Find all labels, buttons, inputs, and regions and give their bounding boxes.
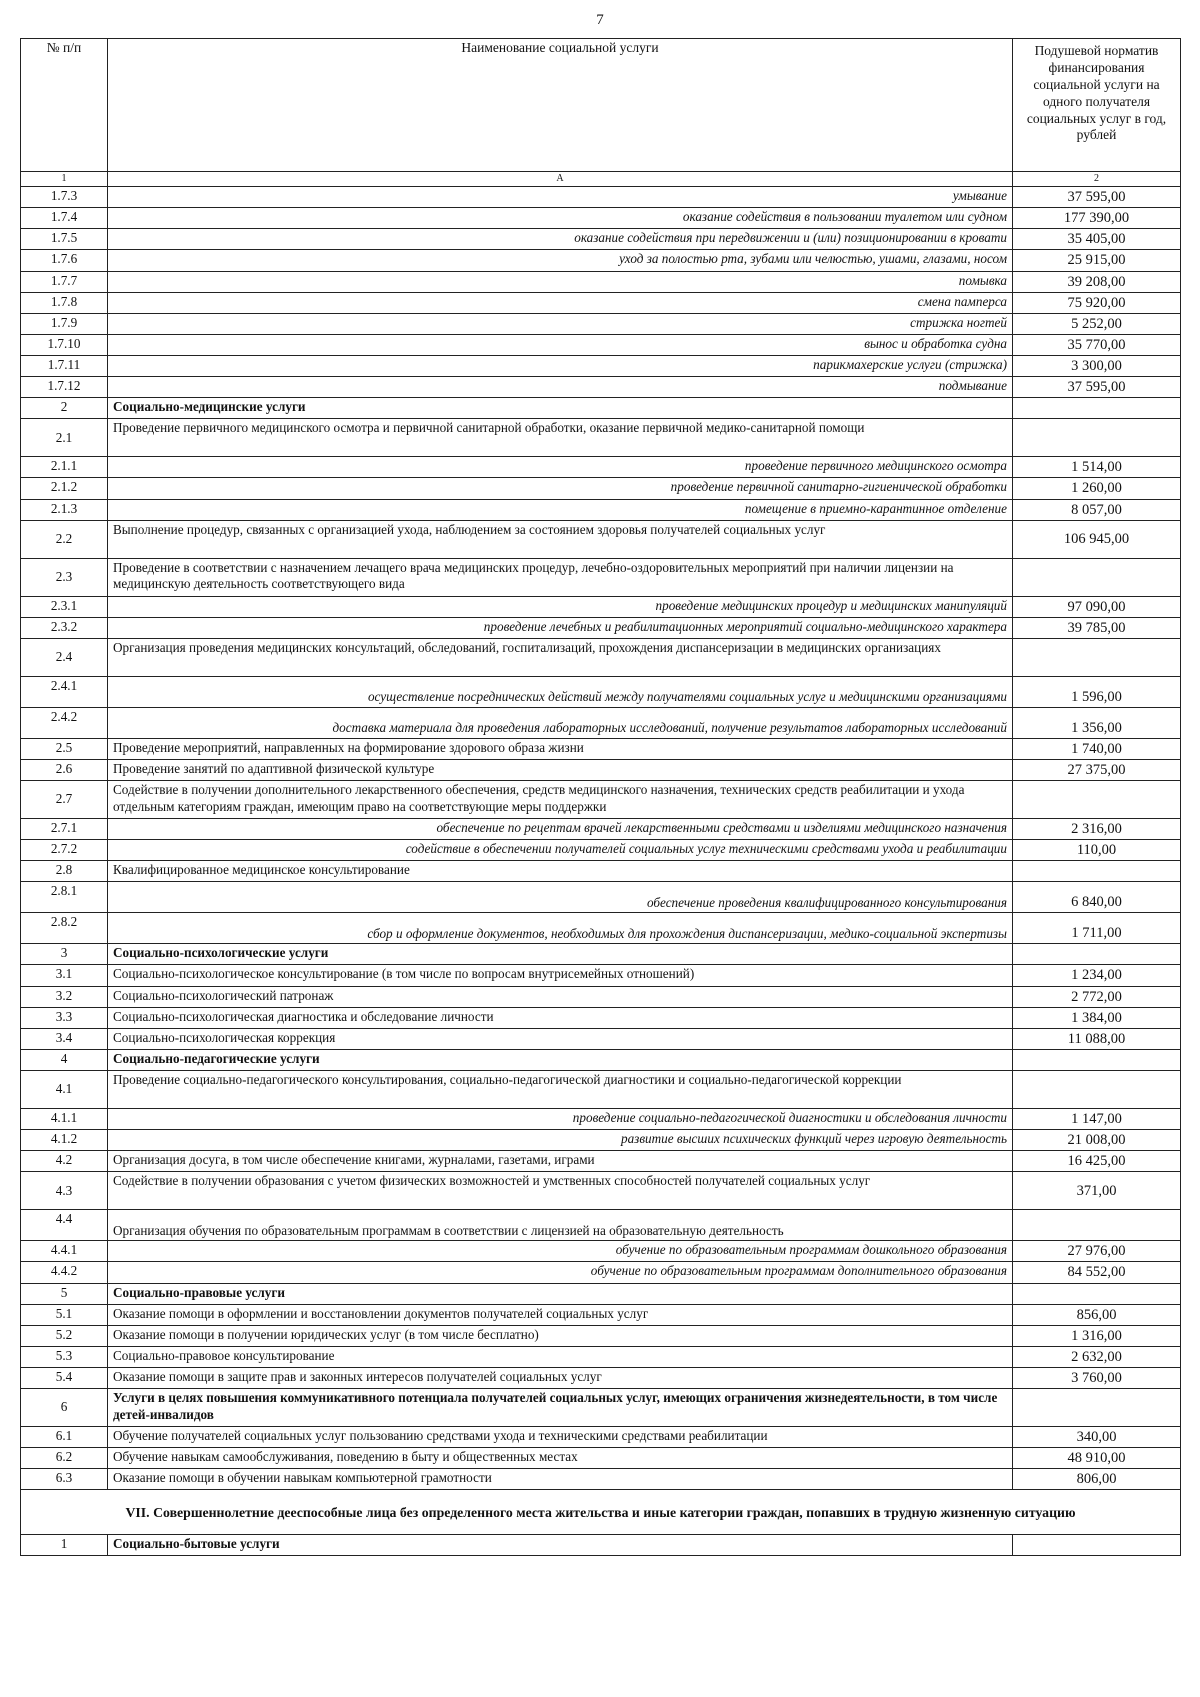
- table-row: [21, 617, 1181, 638]
- row-name: обучение по образовательным программам дошкольного образования: [108, 1241, 1013, 1262]
- row-name: вынос и обработка судна: [108, 334, 1013, 355]
- row-name: Содействие в получении образования с учетом физических возможностей и умственных способностей получателей социальных услуг: [108, 1172, 1013, 1210]
- row-name: Социально-психологический патронаж: [108, 986, 1013, 1007]
- row-value: 1 316,00: [1013, 1325, 1181, 1346]
- section-title: VII. Совершеннолетние дееспособные лица без определенного места жительства и иные категории граждан, попавших в трудную жизненную ситуацию: [21, 1490, 1181, 1535]
- row-value: 177 390,00: [1013, 208, 1181, 229]
- row-number: 3.1: [21, 965, 108, 986]
- column-index-row: [21, 172, 1181, 187]
- norms-table: [20, 38, 1181, 1556]
- row-number: 4.4.1: [21, 1241, 108, 1262]
- row-name: Социально-психологическая коррекция: [108, 1028, 1013, 1049]
- row-number: 6.3: [21, 1469, 108, 1490]
- table-row: [21, 499, 1181, 520]
- row-value: 1 740,00: [1013, 738, 1181, 759]
- table-row: [21, 313, 1181, 334]
- table-row: [21, 1262, 1181, 1283]
- header-num: № п/п: [21, 39, 108, 172]
- row-value: [1013, 781, 1181, 819]
- row-name: помывка: [108, 271, 1013, 292]
- row-value: [1013, 1210, 1181, 1241]
- row-name: содействие в обеспечении получателей социальных услуг техническими средствами ухода и реабилитации: [108, 840, 1013, 861]
- row-number: 1.7.7: [21, 271, 108, 292]
- row-value: 6 840,00: [1013, 882, 1181, 913]
- row-number: 2.7: [21, 781, 108, 819]
- row-number: 5.2: [21, 1325, 108, 1346]
- row-name: проведение социально-педагогической диагностики и обследования личности: [108, 1108, 1013, 1129]
- row-number: 2.3.1: [21, 596, 108, 617]
- row-number: 2.1.2: [21, 478, 108, 499]
- row-value: 37 595,00: [1013, 377, 1181, 398]
- row-number: 4: [21, 1049, 108, 1070]
- row-value: [1013, 944, 1181, 965]
- table-row: [21, 1049, 1181, 1070]
- row-number: 5.1: [21, 1304, 108, 1325]
- table-row: [21, 861, 1181, 882]
- row-number: 2.6: [21, 760, 108, 781]
- table-row: [21, 965, 1181, 986]
- table-row: [21, 882, 1181, 913]
- row-name: Обучение получателей социальных услуг пользованию средствами ухода и техническими средствами реабилитации: [108, 1427, 1013, 1448]
- row-name: Организация обучения по образовательным программам в соответствии с лицензией на образовательную деятельность: [108, 1210, 1013, 1241]
- row-number: 2.3.2: [21, 617, 108, 638]
- row-number: 1.7.12: [21, 377, 108, 398]
- table-row: [21, 1535, 1181, 1556]
- row-value: [1013, 558, 1181, 596]
- row-number: 2.8: [21, 861, 108, 882]
- row-value: 1 234,00: [1013, 965, 1181, 986]
- table-row: [21, 250, 1181, 271]
- row-value: 106 945,00: [1013, 520, 1181, 558]
- row-name: Организация досуга, в том числе обеспечение книгами, журналами, газетами, играми: [108, 1151, 1013, 1172]
- table-row: [21, 1367, 1181, 1388]
- row-name: Социально-медицинские услуги: [108, 398, 1013, 419]
- row-number: 2.8.2: [21, 913, 108, 944]
- row-name: помещение в приемно-карантинное отделение: [108, 499, 1013, 520]
- row-name: Социально-психологические услуги: [108, 944, 1013, 965]
- table-row: [21, 356, 1181, 377]
- table-row: [21, 819, 1181, 840]
- row-number: 2.4.1: [21, 676, 108, 707]
- table-header-row: [21, 39, 1181, 172]
- table-row: [21, 334, 1181, 355]
- row-name: Социально-правовое консультирование: [108, 1346, 1013, 1367]
- table-row: [21, 1172, 1181, 1210]
- row-name: Социально-правовые услуги: [108, 1283, 1013, 1304]
- row-name: развитие высших психических функций через игровую деятельность: [108, 1130, 1013, 1151]
- table-row: [21, 913, 1181, 944]
- row-number: 3.3: [21, 1007, 108, 1028]
- row-value: 1 384,00: [1013, 1007, 1181, 1028]
- row-number: 1.7.10: [21, 334, 108, 355]
- row-name: смена памперса: [108, 292, 1013, 313]
- row-value: 16 425,00: [1013, 1151, 1181, 1172]
- row-value: 97 090,00: [1013, 596, 1181, 617]
- row-name: Социально-психологическая диагностика и обследование личности: [108, 1007, 1013, 1028]
- row-name: Содействие в получении дополнительного лекарственного обеспечения, средств медицинского назначения, технических средств реабилитации и ухода отдельным категориям граждан, имеющим право на соответствующие меры поддержки: [108, 781, 1013, 819]
- row-name: оказание содействия при передвижении и (или) позиционировании в кровати: [108, 229, 1013, 250]
- table-row: [21, 1241, 1181, 1262]
- row-name: проведение первичной санитарно-гигиенической обработки: [108, 478, 1013, 499]
- row-name: подмывание: [108, 377, 1013, 398]
- table-row: [21, 1389, 1181, 1427]
- row-number: 6.1: [21, 1427, 108, 1448]
- row-value: 21 008,00: [1013, 1130, 1181, 1151]
- row-number: 5.4: [21, 1367, 108, 1388]
- row-name: Проведение социально-педагогического консультирования, социально-педагогической диагностики и социально-педагогической коррекции: [108, 1070, 1013, 1108]
- row-name: Квалифицированное медицинское консультирование: [108, 861, 1013, 882]
- row-name: проведение лечебных и реабилитационных мероприятий социально-медицинского характера: [108, 617, 1013, 638]
- row-name: стрижка ногтей: [108, 313, 1013, 334]
- row-name: Организация проведения медицинских консультаций, обследований, госпитализаций, прохождения диспансеризации в медицинских организациях: [108, 638, 1013, 676]
- row-value: 39 785,00: [1013, 617, 1181, 638]
- table-row: [21, 707, 1181, 738]
- row-number: 2.5: [21, 738, 108, 759]
- row-name: Обучение навыкам самообслуживания, поведению в быту и общественных местах: [108, 1448, 1013, 1469]
- row-number: 1: [21, 1535, 108, 1556]
- row-number: 2: [21, 398, 108, 419]
- row-number: 2.3: [21, 558, 108, 596]
- table-row: [21, 1151, 1181, 1172]
- row-value: [1013, 1070, 1181, 1108]
- row-number: 1.7.11: [21, 356, 108, 377]
- row-value: 1 596,00: [1013, 676, 1181, 707]
- table-row: [21, 1448, 1181, 1469]
- table-row: [21, 520, 1181, 558]
- row-value: 25 915,00: [1013, 250, 1181, 271]
- row-number: 2.8.1: [21, 882, 108, 913]
- row-number: 2.7.2: [21, 840, 108, 861]
- table-row: [21, 944, 1181, 965]
- row-number: 2.2: [21, 520, 108, 558]
- row-name: умывание: [108, 187, 1013, 208]
- row-number: 4.3: [21, 1172, 108, 1210]
- row-number: 4.1.2: [21, 1130, 108, 1151]
- header-name: Наименование социальной услуги: [108, 39, 1013, 172]
- row-value: [1013, 1049, 1181, 1070]
- table-row: [21, 457, 1181, 478]
- row-name: Оказание помощи в оформлении и восстановлении документов получателей социальных услуг: [108, 1304, 1013, 1325]
- row-value: 39 208,00: [1013, 271, 1181, 292]
- table-row: [21, 419, 1181, 457]
- row-value: 35 405,00: [1013, 229, 1181, 250]
- row-name: Проведение в соответствии с назначением лечащего врача медицинских процедур, лечебно-оздоровительных мероприятий при наличии лицензии на медицинскую деятельность соответствующего вида: [108, 558, 1013, 596]
- table-row: [21, 1469, 1181, 1490]
- row-name: Социально-педагогические услуги: [108, 1049, 1013, 1070]
- row-value: 48 910,00: [1013, 1448, 1181, 1469]
- row-number: 1.7.4: [21, 208, 108, 229]
- table-row: [21, 558, 1181, 596]
- row-name: проведение первичного медицинского осмотра: [108, 457, 1013, 478]
- table-row: [21, 986, 1181, 1007]
- row-value: [1013, 1535, 1181, 1556]
- table-row: [21, 596, 1181, 617]
- row-value: 1 260,00: [1013, 478, 1181, 499]
- table-row: [21, 1007, 1181, 1028]
- row-value: 11 088,00: [1013, 1028, 1181, 1049]
- row-number: 6.2: [21, 1448, 108, 1469]
- row-value: 35 770,00: [1013, 334, 1181, 355]
- row-value: 856,00: [1013, 1304, 1181, 1325]
- row-name: доставка материала для проведения лабораторных исследований, получение результатов лабораторных исследований: [108, 707, 1013, 738]
- row-number: 1.7.5: [21, 229, 108, 250]
- row-name: Услуги в целях повышения коммуникативного потенциала получателей социальных услуг, имеющих ограничения жизнедеятельности, в том числе детей-инвалидов: [108, 1389, 1013, 1427]
- row-name: Проведение мероприятий, направленных на формирование здорового образа жизни: [108, 738, 1013, 759]
- table-row: [21, 1304, 1181, 1325]
- row-value: 75 920,00: [1013, 292, 1181, 313]
- table-row: [21, 638, 1181, 676]
- row-value: [1013, 1389, 1181, 1427]
- row-value: 2 772,00: [1013, 986, 1181, 1007]
- column-index-a: А: [108, 172, 1013, 187]
- table-row: [21, 1325, 1181, 1346]
- row-number: 6: [21, 1389, 108, 1427]
- row-number: 1.7.6: [21, 250, 108, 271]
- header-norm: Подушевой норматив финансирования социальной услуги на одного получателя социальных услуг в год, рублей: [1013, 39, 1181, 172]
- row-value: 1 711,00: [1013, 913, 1181, 944]
- row-value: 37 595,00: [1013, 187, 1181, 208]
- row-number: 3: [21, 944, 108, 965]
- row-value: 5 252,00: [1013, 313, 1181, 334]
- row-name: Проведение первичного медицинского осмотра и первичной санитарной обработки, оказание первичной медико-санитарной помощи: [108, 419, 1013, 457]
- row-value: 371,00: [1013, 1172, 1181, 1210]
- row-value: 84 552,00: [1013, 1262, 1181, 1283]
- row-name: осуществление посреднических действий между получателями социальных услуг и медицинскими организациями: [108, 676, 1013, 707]
- row-value: [1013, 861, 1181, 882]
- row-value: 1 514,00: [1013, 457, 1181, 478]
- row-name: обеспечение проведения квалифицированного консультирования: [108, 882, 1013, 913]
- row-value: 27 976,00: [1013, 1241, 1181, 1262]
- table-row: [21, 478, 1181, 499]
- table-row: [21, 760, 1181, 781]
- row-value: 2 316,00: [1013, 819, 1181, 840]
- table-row: [21, 781, 1181, 819]
- row-name: Проведение занятий по адаптивной физической культуре: [108, 760, 1013, 781]
- row-name: обеспечение по рецептам врачей лекарственными средствами и изделиями медицинского назначения: [108, 819, 1013, 840]
- row-value: 1 147,00: [1013, 1108, 1181, 1129]
- table-row: [21, 1283, 1181, 1304]
- row-number: 1.7.8: [21, 292, 108, 313]
- row-number: 2.1: [21, 419, 108, 457]
- row-number: 1.7.9: [21, 313, 108, 334]
- table-row: [21, 271, 1181, 292]
- row-value: 110,00: [1013, 840, 1181, 861]
- table-row: [21, 1028, 1181, 1049]
- row-number: 4.4.2: [21, 1262, 108, 1283]
- row-name: Оказание помощи в обучении навыкам компьютерной грамотности: [108, 1469, 1013, 1490]
- row-number: 5: [21, 1283, 108, 1304]
- table-row: [21, 208, 1181, 229]
- row-value: 340,00: [1013, 1427, 1181, 1448]
- table-row: [21, 187, 1181, 208]
- section-row: [21, 1490, 1181, 1535]
- row-value: 2 632,00: [1013, 1346, 1181, 1367]
- table-row: [21, 1346, 1181, 1367]
- table-row: [21, 229, 1181, 250]
- row-number: 2.1.3: [21, 499, 108, 520]
- row-name: уход за полостью рта, зубами или челюстью, ушами, глазами, носом: [108, 250, 1013, 271]
- column-index-1: 1: [21, 172, 108, 187]
- row-number: 2.7.1: [21, 819, 108, 840]
- table-row: [21, 1210, 1181, 1241]
- table-row: [21, 1130, 1181, 1151]
- row-value: 3 760,00: [1013, 1367, 1181, 1388]
- row-name: обучение по образовательным программам дополнительного образования: [108, 1262, 1013, 1283]
- table-body: [21, 187, 1181, 1490]
- row-number: 4.4: [21, 1210, 108, 1241]
- row-number: 4.2: [21, 1151, 108, 1172]
- row-value: [1013, 1283, 1181, 1304]
- row-name: оказание содействия в пользовании туалетом или судном: [108, 208, 1013, 229]
- table-row: [21, 840, 1181, 861]
- row-value: 3 300,00: [1013, 356, 1181, 377]
- row-name: Оказание помощи в получении юридических услуг (в том числе бесплатно): [108, 1325, 1013, 1346]
- row-number: 4.1.1: [21, 1108, 108, 1129]
- row-name: Выполнение процедур, связанных с организацией ухода, наблюдением за состоянием здоровья получателей социальных услуг: [108, 520, 1013, 558]
- table-row: [21, 398, 1181, 419]
- row-number: 2.4: [21, 638, 108, 676]
- row-name: парикмахерские услуги (стрижка): [108, 356, 1013, 377]
- table-row: [21, 738, 1181, 759]
- page-number: 7: [596, 12, 604, 28]
- row-value: [1013, 638, 1181, 676]
- row-name: проведение медицинских процедур и медицинских манипуляций: [108, 596, 1013, 617]
- table-row: [21, 1070, 1181, 1108]
- row-value: 27 375,00: [1013, 760, 1181, 781]
- row-number: 1.7.3: [21, 187, 108, 208]
- row-value: [1013, 419, 1181, 457]
- row-number: 4.1: [21, 1070, 108, 1108]
- row-value: 1 356,00: [1013, 707, 1181, 738]
- row-number: 5.3: [21, 1346, 108, 1367]
- row-value: 806,00: [1013, 1469, 1181, 1490]
- row-name: Социально-бытовые услуги: [108, 1535, 1013, 1556]
- table-row: [21, 676, 1181, 707]
- row-number: 3.2: [21, 986, 108, 1007]
- row-number: 3.4: [21, 1028, 108, 1049]
- table-row: [21, 377, 1181, 398]
- row-value: [1013, 398, 1181, 419]
- row-name: сбор и оформление документов, необходимых для прохождения диспансеризации, медико-социальной экспертизы: [108, 913, 1013, 944]
- column-index-2: 2: [1013, 172, 1181, 187]
- row-name: Социально-психологическое консультирование (в том числе по вопросам внутрисемейных отношений): [108, 965, 1013, 986]
- table-row: [21, 1427, 1181, 1448]
- row-value: 8 057,00: [1013, 499, 1181, 520]
- table-row: [21, 1108, 1181, 1129]
- row-number: 2.4.2: [21, 707, 108, 738]
- table-row: [21, 292, 1181, 313]
- row-name: Оказание помощи в защите прав и законных интересов получателей социальных услуг: [108, 1367, 1013, 1388]
- row-number: 2.1.1: [21, 457, 108, 478]
